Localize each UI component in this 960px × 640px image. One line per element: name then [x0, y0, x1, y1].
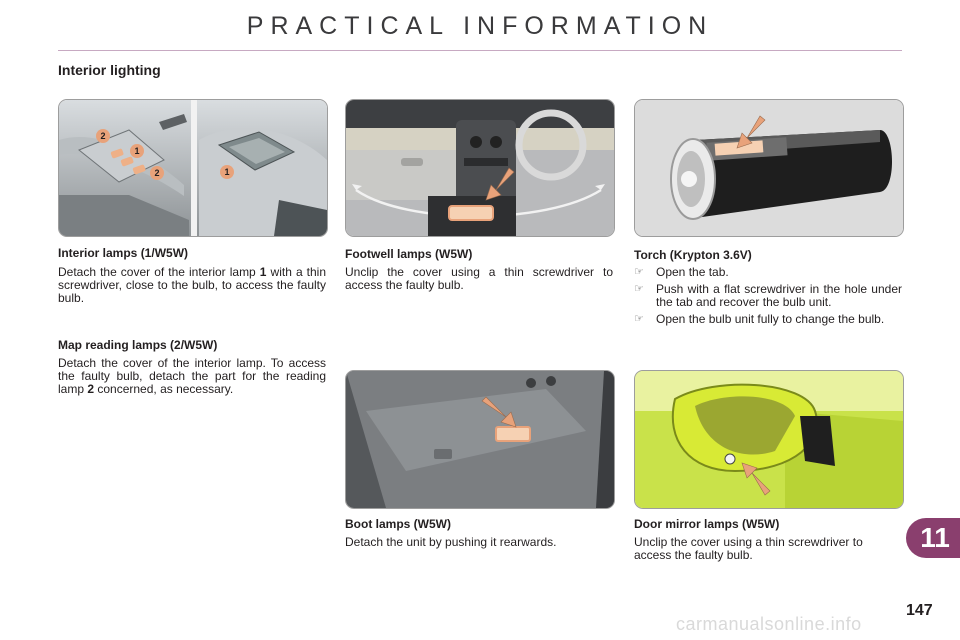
hand-pointer-icon: ☞: [634, 266, 644, 278]
page-number: 147: [906, 602, 933, 619]
hand-pointer-icon: ☞: [634, 283, 644, 295]
torch-steps: [634, 266, 902, 330]
interior-lamps-text-a: Detach the cover of the interior lamp: [58, 265, 260, 279]
torch-photo: [634, 99, 904, 237]
boot-lamps-heading: Boot lamps (W5W): [345, 517, 451, 531]
torch-heading: Torch (Krypton 3.6V): [634, 248, 752, 262]
chapter-number: 11: [920, 522, 950, 553]
interior-lamps-text-b: with a thin screwdriver, close to the bulb, to access the faulty bulb.: [58, 265, 327, 305]
map-reading-lamps-text-a: Detach the cover of the interior lamp. To access the faulty bulb, detach the part for the reading lamp: [58, 356, 326, 396]
map-reading-lamps-text: [58, 357, 326, 396]
interior-lamps-ref: 1: [259, 265, 267, 279]
callout-2: 2: [154, 168, 160, 178]
title-divider: [58, 50, 902, 51]
interior-lamps-text: [58, 266, 326, 305]
interior-lamp-photo: [58, 99, 328, 237]
interior-lamps-heading: Interior lamps (1/W5W): [58, 246, 189, 260]
watermark: carmanualsonline.info: [676, 614, 862, 634]
page-title: PRACTICAL INFORMATION: [246, 12, 714, 40]
torch-step: ☞ Push with a flat screwdriver in the hole under the tab and recover the bulb unit.: [634, 282, 902, 309]
door-mirror-photo: [634, 370, 904, 509]
callout-1: 1: [134, 146, 140, 156]
torch-step: ☞ Open the bulb unit fully to change the bulb.: [634, 312, 885, 326]
callout-1: 1: [224, 167, 230, 177]
map-reading-lamps-heading: Map reading lamps (2/W5W): [58, 338, 218, 352]
boot-lamp-photo: [345, 370, 615, 509]
hand-pointer-icon: ☞: [634, 313, 644, 325]
footwell-lamps-text: Unclip the cover using a thin screwdriver to access the faulty bulb.: [345, 265, 613, 292]
section-title: Interior lighting: [58, 62, 161, 78]
door-mirror-lamps-text: Unclip the cover using a thin screwdriver to access the faulty bulb.: [634, 535, 863, 562]
map-reading-lamps-text-b: concerned, as necessary.: [94, 382, 234, 396]
door-mirror-lamps-heading: Door mirror lamps (W5W): [634, 517, 780, 531]
callout-2: 2: [100, 131, 106, 141]
boot-lamps-text: Detach the unit by pushing it rearwards.: [345, 535, 557, 549]
torch-step: ☞ Open the tab.: [634, 265, 729, 279]
footwell-lamp-photo: [345, 99, 615, 237]
map-reading-lamps-ref: 2: [87, 382, 95, 396]
footwell-lamps-heading: Footwell lamps (W5W): [345, 247, 473, 261]
chapter-tab: [906, 518, 960, 558]
